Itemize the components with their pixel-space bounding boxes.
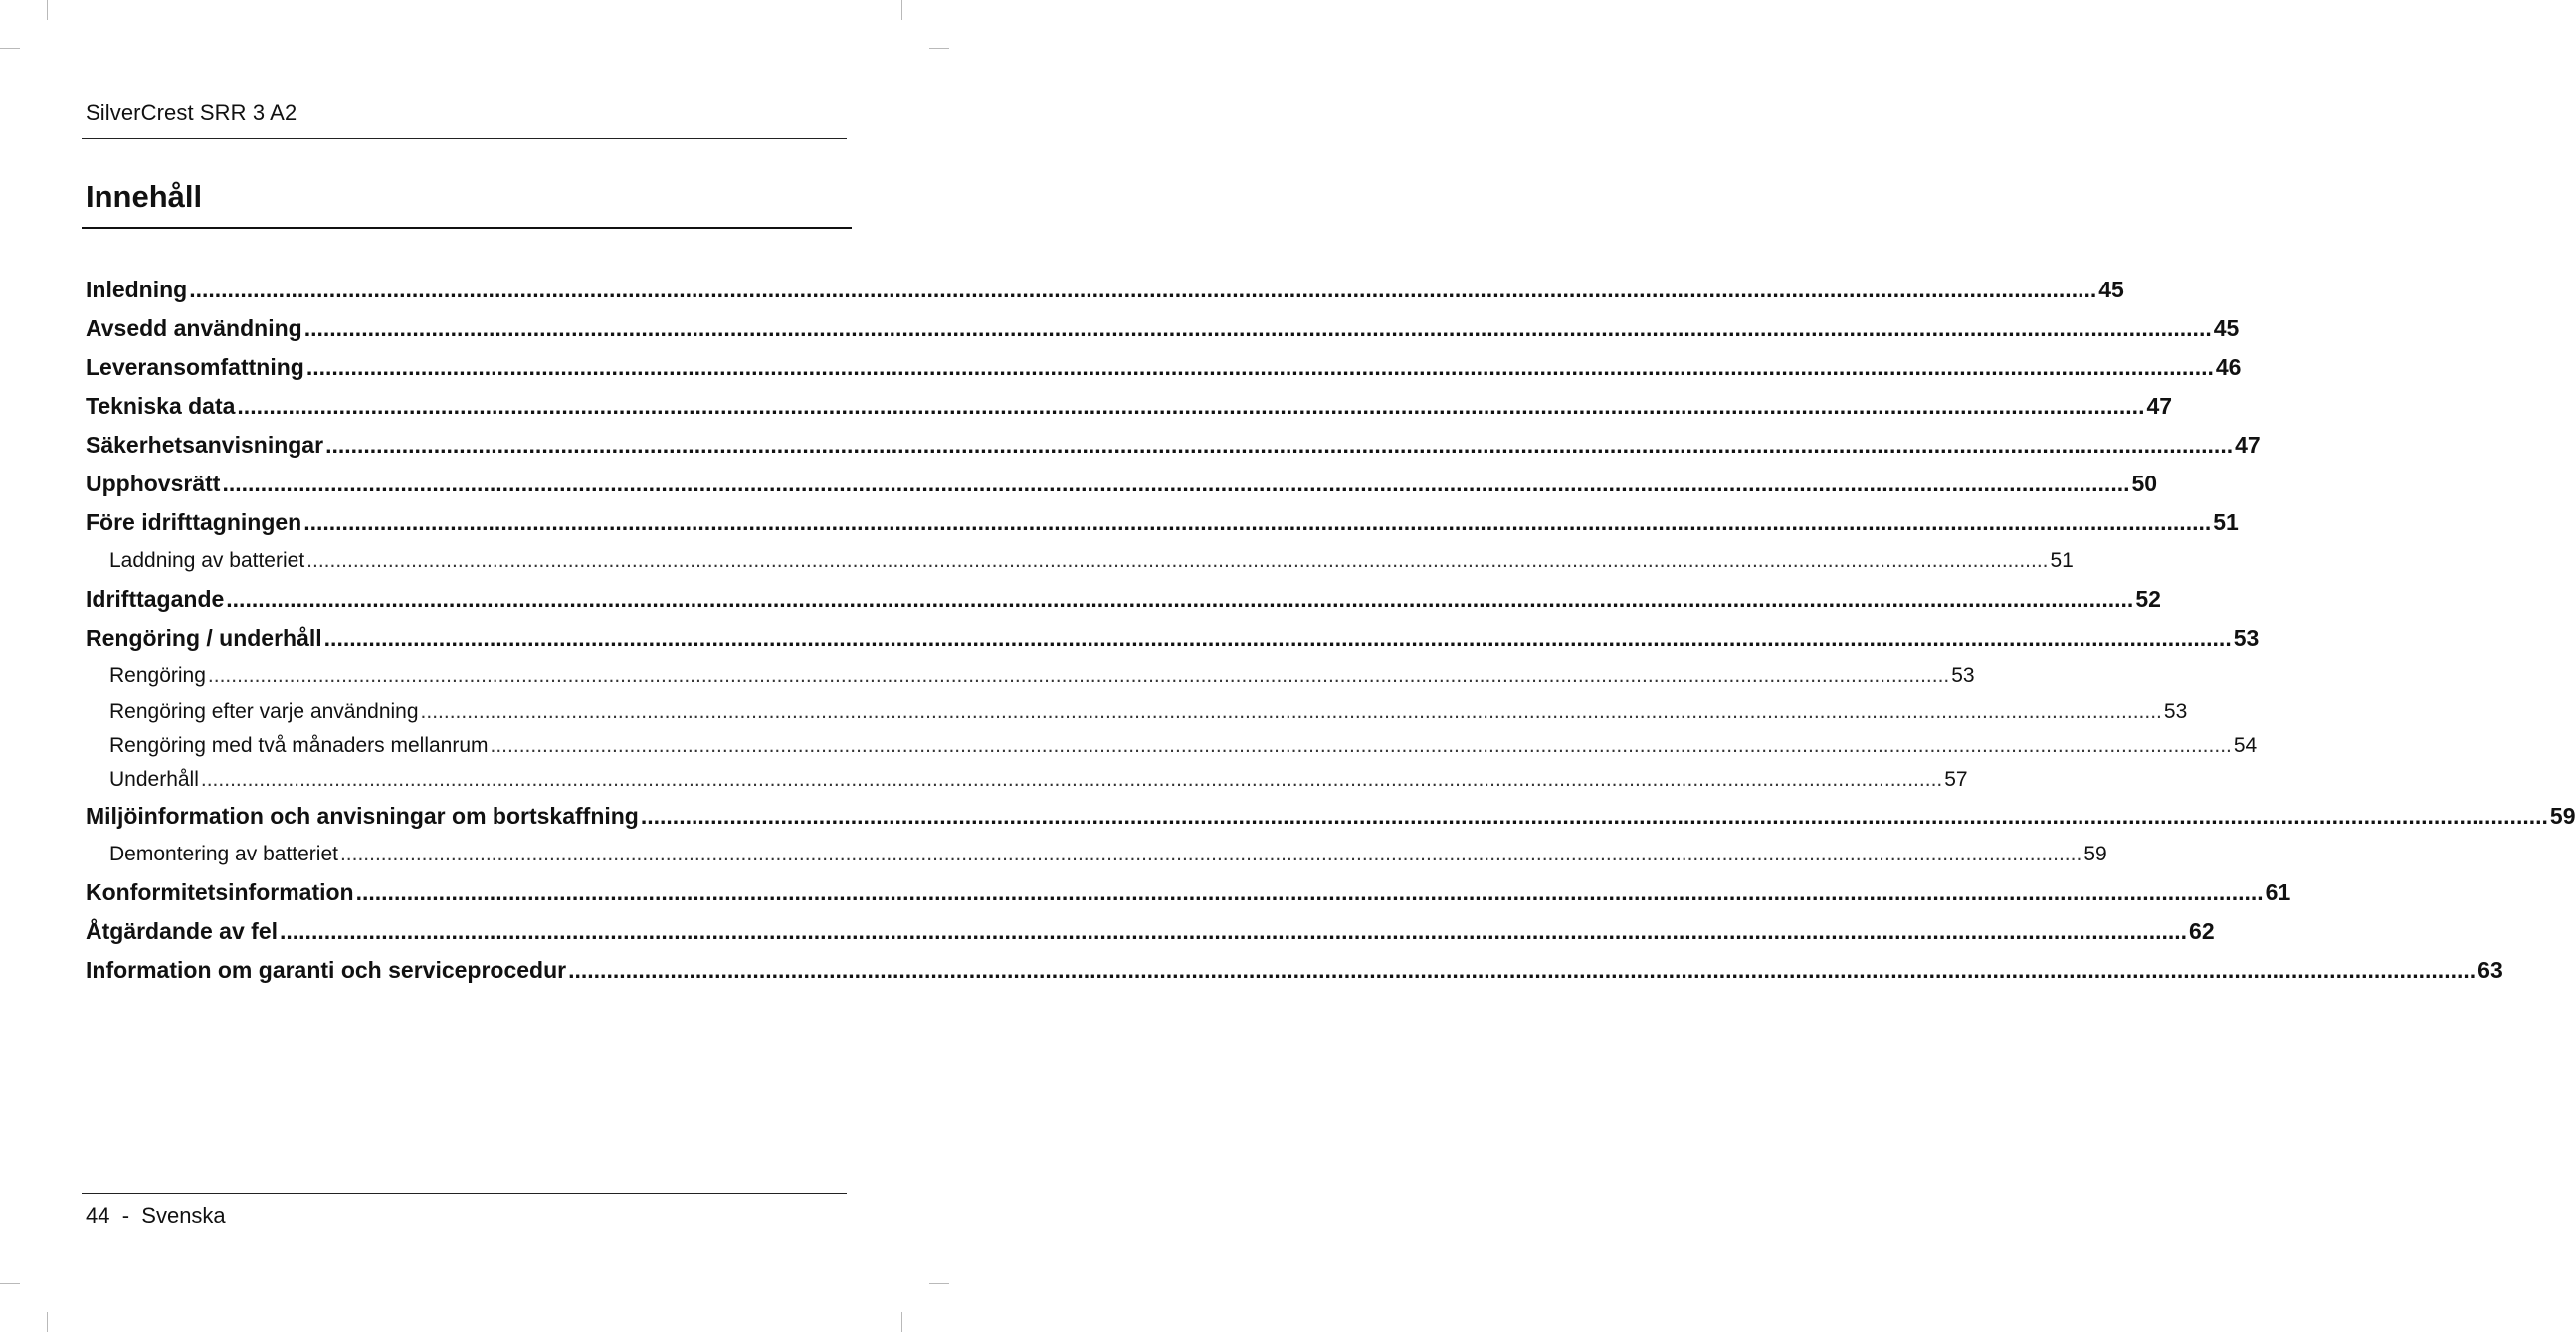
toc-entry[interactable] [86, 797, 2576, 836]
toc-entry-label: Tekniska data [86, 393, 236, 419]
crop-mark [47, 0, 48, 20]
toc-subentry[interactable] [86, 695, 2188, 729]
toc-entry-label: Rengöring / underhåll [86, 625, 322, 651]
toc-entry-label: Laddning av batteriet [109, 549, 305, 572]
toc-entry-page: 63 [2477, 957, 2503, 983]
toc-entry-page: 53 [2163, 700, 2188, 723]
toc-dot-leader: ............................................................................................................................................................................................................................................................................................................ [189, 277, 2097, 302]
toc-entry-label: Leveransomfattning [86, 354, 304, 380]
toc-dot-leader: ............................................................................................................................................................................................................................................................................................................ [222, 471, 2130, 496]
toc-dot-leader: ............................................................................................................................................................................................................................................................................................................ [207, 665, 1950, 687]
toc-entry-page: 59 [2549, 803, 2576, 829]
header-rule [82, 138, 847, 139]
toc-entry-page: 45 [2098, 277, 2124, 302]
toc-dot-leader: ............................................................................................................................................................................................................................................................................................................ [339, 843, 2082, 865]
toc-entry-page: 53 [1951, 665, 1975, 687]
toc-entry-page: 61 [2265, 879, 2291, 905]
toc-dot-leader: ............................................................................................................................................................................................................................................................................................................ [490, 734, 2232, 757]
toc-entry-label: Före idrifttagningen [86, 509, 302, 535]
toc-subentry[interactable] [86, 763, 1968, 797]
crop-mark [901, 0, 902, 20]
toc-entry[interactable] [86, 912, 2215, 951]
toc-entry-page: 62 [2189, 918, 2215, 944]
toc-subentry[interactable] [86, 542, 2074, 580]
toc-entry-label: Rengöring efter varje användning [109, 700, 419, 723]
footer-separator: - [121, 1203, 130, 1228]
toc-dot-leader: ............................................................................................................................................................................................................................................................................................................ [323, 625, 2232, 651]
crop-mark [929, 1283, 949, 1284]
toc-dot-leader: ............................................................................................................................................................................................................................................................................................................ [305, 354, 2214, 380]
toc-entry-label: Säkerhetsanvisningar [86, 432, 324, 458]
toc-entry-label: Underhåll [109, 768, 199, 791]
toc-entry[interactable] [86, 387, 2173, 426]
crop-mark [929, 48, 949, 49]
toc-dot-leader: ............................................................................................................................................................................................................................................................................................................ [280, 918, 2188, 944]
toc-dot-leader: ............................................................................................................................................................................................................................................................................................................ [303, 509, 2212, 535]
crop-mark [0, 1283, 20, 1284]
toc-entry-label: Rengöring med två månaders mellanrum [109, 734, 489, 757]
toc-subentry[interactable] [86, 836, 2107, 873]
toc-entry[interactable] [86, 271, 2124, 309]
toc-entry-label: Inledning [86, 277, 188, 302]
toc-entry-label: Miljöinformation och anvisningar om bortskaffning [86, 803, 639, 829]
toc-entry-page: 54 [2233, 734, 2258, 757]
footer-language: Svenska [141, 1203, 226, 1228]
page-footer [86, 1202, 226, 1230]
toc-entry-label: Rengöring [109, 665, 206, 687]
page-number: 44 [86, 1203, 110, 1228]
toc-dot-leader: ............................................................................................................................................................................................................................................................................................................ [355, 879, 2264, 905]
toc-dot-leader: ............................................................................................................................................................................................................................................................................................................ [640, 803, 2548, 829]
toc-entry-page: 50 [2131, 471, 2158, 496]
toc-entry-page: 45 [2213, 315, 2240, 341]
toc-dot-leader: ............................................................................................................................................................................................................................................................................................................ [237, 393, 2145, 419]
toc-dot-leader: ............................................................................................................................................................................................................................................................................................................ [325, 432, 2234, 458]
toc-entry-label: Information om garanti och serviceprocedur [86, 957, 567, 983]
toc-entry-label: Konformitetsinformation [86, 879, 354, 905]
toc-entry[interactable] [86, 426, 2261, 465]
table-of-contents [86, 271, 2576, 990]
toc-entry-page: 51 [2213, 509, 2239, 535]
toc-dot-leader: ............................................................................................................................................................................................................................................................................................................ [420, 700, 2162, 723]
toc-entry-page: 53 [2233, 625, 2260, 651]
toc-subentry[interactable] [86, 729, 2258, 763]
toc-entry-label: Avsedd användning [86, 315, 302, 341]
title-rule [82, 227, 852, 229]
toc-dot-leader: ............................................................................................................................................................................................................................................................................................................ [200, 768, 1943, 791]
toc-entry[interactable] [86, 348, 2242, 387]
toc-entry-page: 52 [2135, 586, 2161, 612]
crop-mark [47, 1312, 48, 1332]
toc-entry-page: 57 [1944, 768, 1968, 791]
toc-dot-leader: ............................................................................................................................................................................................................................................................................................................ [226, 586, 2134, 612]
toc-entry-page: 59 [2083, 843, 2107, 865]
toc-entry[interactable] [86, 951, 2503, 990]
toc-dot-leader: ............................................................................................................................................................................................................................................................................................................ [303, 315, 2212, 341]
toc-entry-page: 47 [2146, 393, 2173, 419]
toc-entry-page: 47 [2235, 432, 2261, 458]
toc-entry-page: 46 [2215, 354, 2242, 380]
toc-entry[interactable] [86, 465, 2158, 503]
toc-entry-label: Idrifttagande [86, 586, 225, 612]
toc-entry[interactable] [86, 503, 2239, 542]
toc-entry-page: 51 [2050, 549, 2074, 572]
toc-entry[interactable] [86, 309, 2240, 348]
toc-entry[interactable] [86, 580, 2161, 619]
toc-subentry[interactable] [86, 658, 1975, 695]
crop-mark [901, 1312, 902, 1332]
toc-dot-leader: ............................................................................................................................................................................................................................................................................................................ [306, 549, 2049, 572]
toc-dot-leader: ............................................................................................................................................................................................................................................................................................................ [568, 957, 2477, 983]
toc-entry[interactable] [86, 619, 2260, 658]
toc-entry-label: Demontering av batteriet [109, 843, 338, 865]
footer-rule [82, 1193, 847, 1194]
page-title: Innehåll [86, 179, 203, 214]
toc-entry[interactable] [86, 873, 2291, 912]
crop-mark [0, 48, 20, 49]
toc-entry-label: Upphovsrätt [86, 471, 221, 496]
running-header: SilverCrest SRR 3 A2 [86, 100, 297, 125]
toc-entry-label: Åtgärdande av fel [86, 918, 278, 944]
